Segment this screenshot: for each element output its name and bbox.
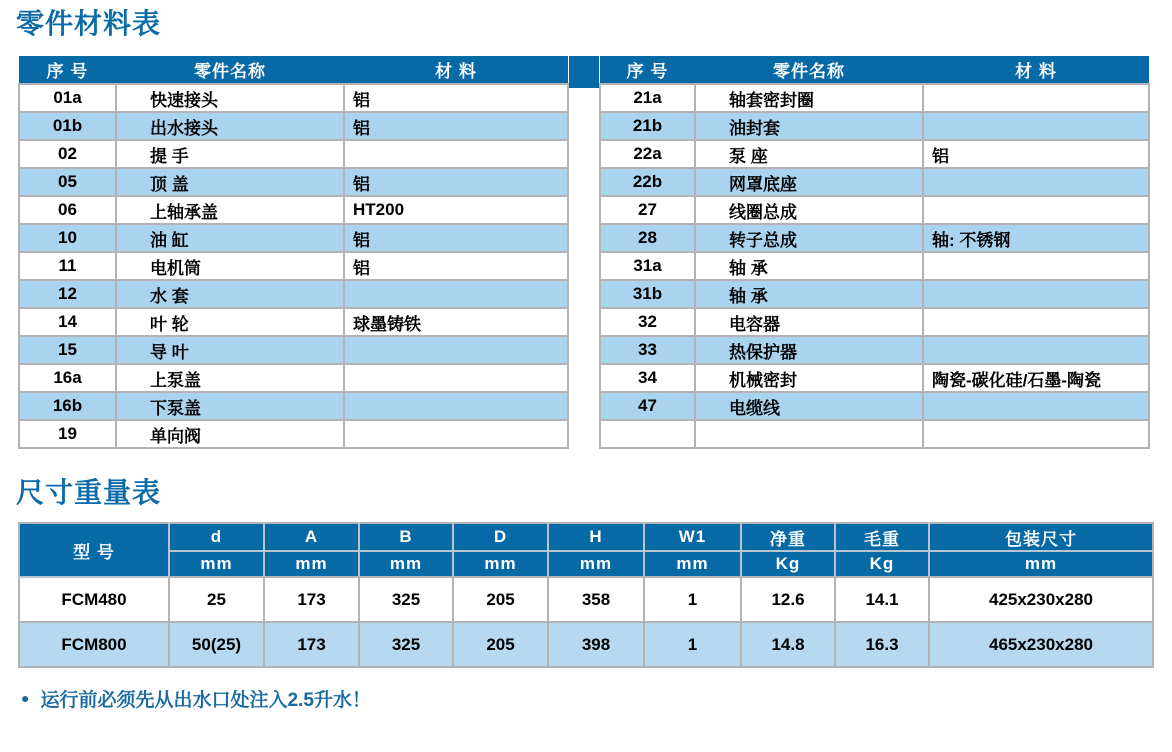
dim-column-unit: mm	[359, 551, 453, 577]
part-name-cell: 单向阀	[116, 420, 344, 448]
dim-column-label: D	[453, 523, 548, 551]
dim-column-unit: Kg	[741, 551, 835, 577]
part-serial-cell: 11	[19, 252, 116, 280]
parts-tables	[18, 56, 1158, 449]
value-cell-a: 173	[264, 622, 359, 667]
part-name-cell: 线圈总成	[695, 196, 923, 224]
warning-note	[21, 685, 1158, 712]
value-cell-net: 12.6	[741, 577, 835, 622]
table-row	[19, 140, 568, 168]
part-name-cell	[695, 420, 923, 448]
part-name-cell: 电容器	[695, 308, 923, 336]
value-cell-h: 398	[548, 622, 644, 667]
value-cell-w1: 1	[644, 577, 741, 622]
part-serial-cell: 47	[600, 392, 695, 420]
dim-column-label: A	[264, 523, 359, 551]
part-name-cell: 轴 承	[695, 280, 923, 308]
part-material-cell	[344, 364, 568, 392]
col-header-serial: 序 号	[19, 56, 116, 84]
dim-column-unit: mm	[548, 551, 644, 577]
model-cell: FCM480	[19, 577, 169, 622]
dimensions-table	[18, 522, 1154, 668]
part-serial-cell: 06	[19, 196, 116, 224]
value-cell-d: 50(25)	[169, 622, 264, 667]
part-serial-cell: 31b	[600, 280, 695, 308]
bullet-icon: ●	[21, 690, 30, 706]
value-cell-w1: 1	[644, 622, 741, 667]
part-material-cell	[923, 168, 1149, 196]
table-gap-header	[569, 56, 599, 88]
part-material-cell	[923, 280, 1149, 308]
part-material-cell: 铝	[344, 84, 568, 112]
part-name-cell: 电缆线	[695, 392, 923, 420]
part-name-cell: 快速接头	[116, 84, 344, 112]
part-serial-cell: 34	[600, 364, 695, 392]
part-name-cell: 热保护器	[695, 336, 923, 364]
part-material-cell: 铝	[923, 140, 1149, 168]
part-name-cell: 轴套密封圈	[695, 84, 923, 112]
part-material-cell	[923, 112, 1149, 140]
dim-column-label: B	[359, 523, 453, 551]
col-header-material: 材 料	[923, 56, 1149, 84]
part-name-cell: 网罩底座	[695, 168, 923, 196]
part-name-cell: 出水接头	[116, 112, 344, 140]
value-cell-gross: 14.1	[835, 577, 929, 622]
value-cell-net: 14.8	[741, 622, 835, 667]
part-name-cell: 下泵盖	[116, 392, 344, 420]
dim-column-unit: mm	[264, 551, 359, 577]
table-row	[600, 392, 1149, 420]
part-serial-cell: 19	[19, 420, 116, 448]
part-name-cell: 机械密封	[695, 364, 923, 392]
part-material-cell	[344, 140, 568, 168]
col-header-name: 零件名称	[695, 56, 923, 84]
part-serial-cell: 16a	[19, 364, 116, 392]
table-row	[19, 577, 1153, 622]
part-serial-cell: 21b	[600, 112, 695, 140]
part-material-cell	[923, 420, 1149, 448]
header-row	[19, 56, 568, 84]
table-row	[19, 364, 568, 392]
table-row	[600, 420, 1149, 448]
part-material-cell	[923, 392, 1149, 420]
part-material-cell: 铝	[344, 224, 568, 252]
table-row	[19, 336, 568, 364]
page	[18, 0, 1158, 712]
part-name-cell: 提 手	[116, 140, 344, 168]
table-row	[600, 364, 1149, 392]
dim-column-unit: mm	[453, 551, 548, 577]
dim-column-label: 净重	[741, 523, 835, 551]
part-material-cell: 轴: 不锈钢	[923, 224, 1149, 252]
part-name-cell: 轴 承	[695, 252, 923, 280]
part-serial-cell: 01a	[19, 84, 116, 112]
part-material-cell	[923, 84, 1149, 112]
dim-column-unit: mm	[929, 551, 1153, 577]
header-row-labels	[19, 523, 1153, 551]
table-row	[19, 252, 568, 280]
part-name-cell: 转子总成	[695, 224, 923, 252]
part-material-cell: 铝	[344, 168, 568, 196]
value-cell-gross: 16.3	[835, 622, 929, 667]
table-row	[600, 84, 1149, 112]
part-name-cell: 电机筒	[116, 252, 344, 280]
part-material-cell	[344, 420, 568, 448]
parts-table-left	[18, 56, 569, 449]
value-cell-b: 325	[359, 622, 453, 667]
table-row	[19, 224, 568, 252]
parts-table-right	[599, 56, 1150, 449]
part-name-cell: 顶 盖	[116, 168, 344, 196]
header-row-units	[19, 551, 1153, 577]
model-cell: FCM800	[19, 622, 169, 667]
part-material-cell	[344, 392, 568, 420]
part-serial-cell: 05	[19, 168, 116, 196]
table-row	[19, 392, 568, 420]
value-cell-pack: 425x230x280	[929, 577, 1153, 622]
dim-column-label: H	[548, 523, 644, 551]
table-row	[600, 224, 1149, 252]
value-cell-b: 325	[359, 577, 453, 622]
dim-column-label: 包装尺寸	[929, 523, 1153, 551]
dim-column-label: d	[169, 523, 264, 551]
col-header-serial: 序 号	[600, 56, 695, 84]
dim-column-unit: Kg	[835, 551, 929, 577]
table-row	[600, 252, 1149, 280]
dim-column-label: W1	[644, 523, 741, 551]
dim-column-label: 毛重	[835, 523, 929, 551]
dim-column-unit: mm	[169, 551, 264, 577]
warning-note-text: 运行前必须先从出水口处注入2.5升水！	[40, 690, 371, 711]
part-serial-cell: 21a	[600, 84, 695, 112]
part-material-cell: 铝	[344, 252, 568, 280]
part-serial-cell: 22a	[600, 140, 695, 168]
col-header-material: 材 料	[344, 56, 568, 84]
table-row	[600, 140, 1149, 168]
table-row	[600, 112, 1149, 140]
table-row	[600, 168, 1149, 196]
part-material-cell	[344, 280, 568, 308]
value-cell-d: 25	[169, 577, 264, 622]
part-name-cell: 上轴承盖	[116, 196, 344, 224]
table-row	[19, 420, 568, 448]
dimensions-section-title: 尺寸重量表	[16, 477, 162, 508]
part-serial-cell: 31a	[600, 252, 695, 280]
part-material-cell	[923, 252, 1149, 280]
part-serial-cell: 28	[600, 224, 695, 252]
part-material-cell	[923, 336, 1149, 364]
part-serial-cell: 27	[600, 196, 695, 224]
part-serial-cell	[600, 420, 695, 448]
part-name-cell: 泵 座	[695, 140, 923, 168]
part-name-cell: 油封套	[695, 112, 923, 140]
part-material-cell	[923, 196, 1149, 224]
table-row	[600, 196, 1149, 224]
part-serial-cell: 02	[19, 140, 116, 168]
value-cell-h: 358	[548, 577, 644, 622]
table-row	[19, 308, 568, 336]
part-name-cell: 叶 轮	[116, 308, 344, 336]
part-name-cell: 上泵盖	[116, 364, 344, 392]
table-row	[600, 308, 1149, 336]
value-cell-a: 173	[264, 577, 359, 622]
table-row	[19, 168, 568, 196]
dim-column-unit: mm	[644, 551, 741, 577]
part-serial-cell: 12	[19, 280, 116, 308]
table-row	[19, 84, 568, 112]
part-serial-cell: 10	[19, 224, 116, 252]
value-cell-dd: 205	[453, 622, 548, 667]
part-serial-cell: 01b	[19, 112, 116, 140]
part-material-cell: 球墨铸铁	[344, 308, 568, 336]
table-row	[19, 280, 568, 308]
parts-section-title: 零件材料表	[16, 8, 162, 39]
part-serial-cell: 16b	[19, 392, 116, 420]
table-row	[19, 622, 1153, 667]
part-material-cell	[344, 336, 568, 364]
table-row	[19, 112, 568, 140]
part-name-cell: 水 套	[116, 280, 344, 308]
part-serial-cell: 22b	[600, 168, 695, 196]
part-name-cell: 油 缸	[116, 224, 344, 252]
header-row	[600, 56, 1149, 84]
value-cell-dd: 205	[453, 577, 548, 622]
table-row	[19, 196, 568, 224]
part-material-cell: 陶瓷-碳化硅/石墨-陶瓷	[923, 364, 1149, 392]
part-serial-cell: 33	[600, 336, 695, 364]
part-serial-cell: 15	[19, 336, 116, 364]
part-name-cell: 导 叶	[116, 336, 344, 364]
table-row	[600, 280, 1149, 308]
value-cell-pack: 465x230x280	[929, 622, 1153, 667]
part-material-cell: 铝	[344, 112, 568, 140]
part-material-cell	[923, 308, 1149, 336]
part-material-cell: HT200	[344, 196, 568, 224]
table-row	[600, 336, 1149, 364]
table-gap	[569, 56, 599, 449]
col-header-model: 型 号	[19, 523, 169, 577]
part-serial-cell: 32	[600, 308, 695, 336]
part-serial-cell: 14	[19, 308, 116, 336]
col-header-name: 零件名称	[116, 56, 344, 84]
